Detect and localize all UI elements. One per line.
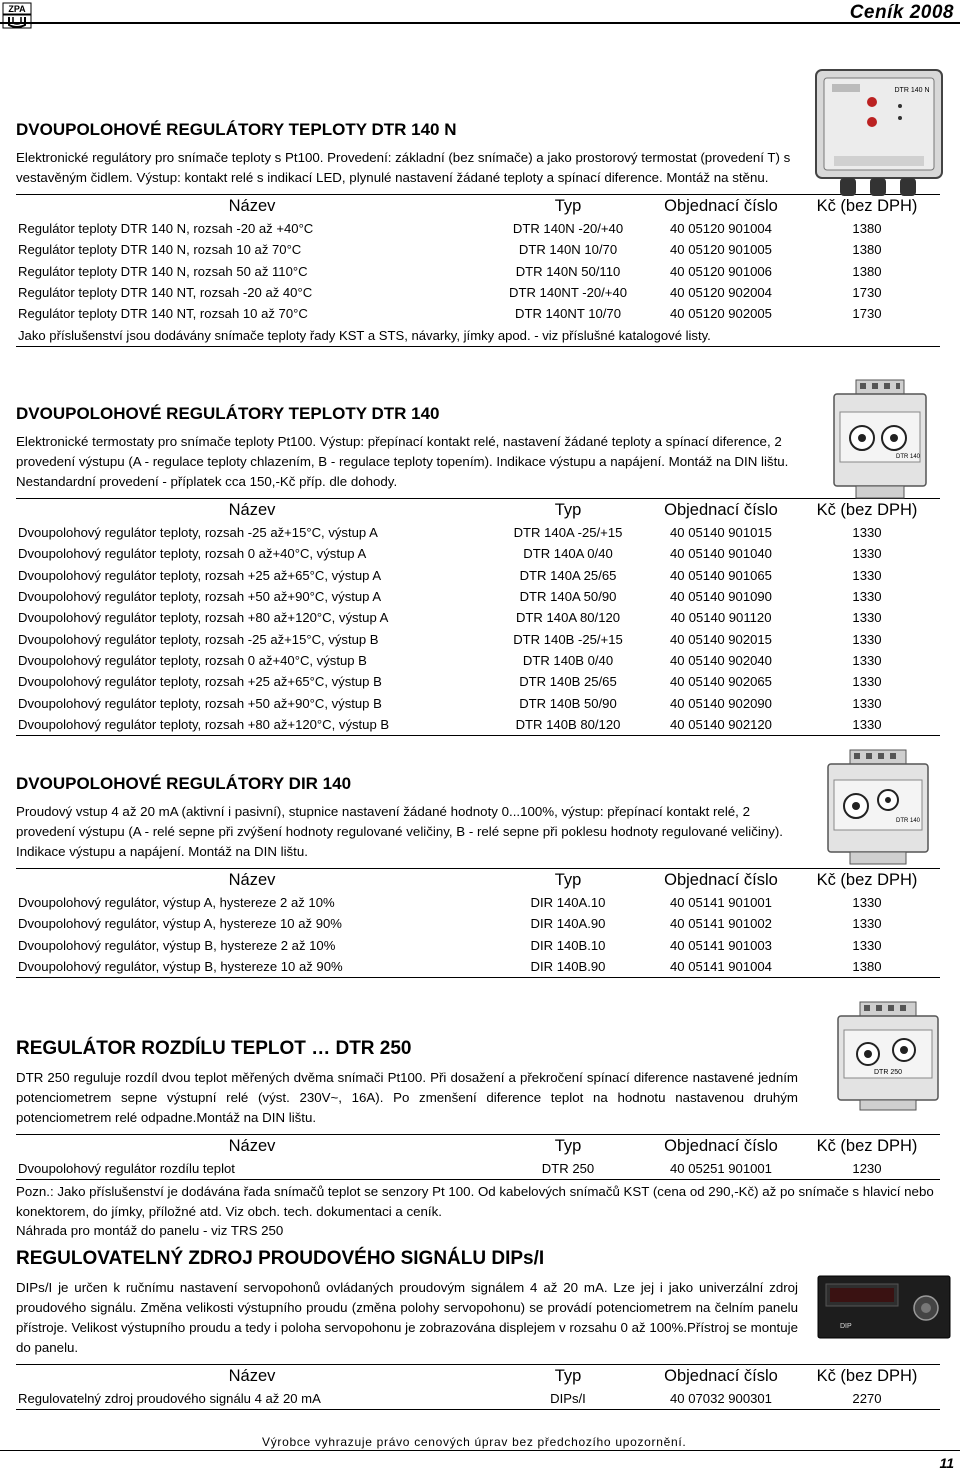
- cell-type: DTR 140NT 10/70: [514, 306, 622, 322]
- table-row: [16, 692, 940, 713]
- header-type: Typ: [488, 1135, 648, 1159]
- cell-type: DTR 140A 50/90: [519, 589, 617, 605]
- dips-photo: [816, 1274, 952, 1345]
- footer-notice: Výrobce vyhrazuje právo cenových úprav bez předchozího upozornění.: [262, 1435, 687, 1449]
- table-row: [16, 303, 940, 324]
- cell-name: Dvoupolohový regulátor, výstup A, hystereze 10 až 90%: [18, 916, 342, 932]
- footer-rule: [0, 1450, 960, 1451]
- dtr140-photo: [826, 378, 934, 505]
- cell-order: 40 05120 901004: [670, 221, 772, 237]
- cell-price: 1230: [794, 1158, 940, 1180]
- table-row: [16, 218, 940, 239]
- cell-type: DIR 140B.90: [488, 956, 648, 978]
- header-price: Kč (bez DPH): [794, 499, 940, 523]
- cell-price: 1380: [794, 956, 940, 978]
- section-dtr140: [16, 404, 940, 736]
- header-order: Objednací číslo: [648, 1135, 794, 1159]
- photo-label: DIP: [840, 1323, 852, 1330]
- header-type: Typ: [488, 869, 648, 893]
- cell-type: DTR 140N 10/70: [518, 242, 618, 258]
- cell-type: DTR 140N -20/+40: [512, 221, 624, 237]
- cell-order: 40 05140 902120: [648, 714, 794, 736]
- cell-type: DTR 140A 80/120: [515, 610, 621, 626]
- header-price: Kč (bez DPH): [794, 1365, 940, 1389]
- cell-type: DTR 140N 50/110: [515, 263, 621, 279]
- cell-order: 40 05140 901090: [670, 589, 772, 605]
- section-title: DVOUPOLOHOVÉ REGULÁTORY DIR 140: [16, 774, 352, 793]
- header-order: Objednací číslo: [648, 195, 794, 219]
- header-order: Objednací číslo: [648, 1365, 794, 1389]
- section-description: Elektronické termostaty pro snímače teploty Pt100. Výstup: přepínací kontakt relé, nastavení žádané teploty a spínací diference, 2 provedení výstupu (A - regulace teploty chlazením, B - regulace teploty topením). Indikace výstupu a napájení. Montáž na DIN lištu. Nestandardní provedení - příplatek cca 150,-Kč příp. dle dohody.: [16, 434, 789, 489]
- cell-price: 1330: [852, 589, 882, 605]
- table-row: [16, 671, 940, 692]
- section-description: DTR 250 reguluje rozdíl dvou teplot měřených dvěma snímači Pt100. Při dosažení a překročení spínací diference nastavené jedním potenciometrem sepne výstupní relé (výst. 230V~, 16A). Po zmenšení diference teplot na hodnotu nastavenou druhým potenciometrem relé odpadne.Montáž na DIN lištu.: [16, 1070, 798, 1125]
- cell-type: DIR 140B.10: [530, 937, 606, 953]
- cell-name: Dvoupolohový regulátor, výstup B, hystereze 10 až 90%: [16, 956, 488, 978]
- photo-label: DTR 140: [895, 818, 921, 824]
- photo-label: DTR 140 N: [894, 87, 930, 94]
- cell-name: Dvoupolohový regulátor, výstup A, hystereze 2 až 10%: [18, 895, 335, 911]
- cell-type: DTR 140A 0/40: [523, 546, 613, 562]
- cell-type: DIPs/I: [488, 1388, 648, 1410]
- page-number: 11: [939, 1455, 954, 1471]
- cell-type: DTR 140A -25/+15: [513, 525, 623, 541]
- section-note: Náhrada pro montáž do panelu - viz TRS 250: [16, 1223, 284, 1239]
- table-row: [16, 261, 940, 282]
- table-row: [16, 282, 940, 303]
- dir140-photo: [822, 748, 934, 871]
- header-name: Název: [16, 1135, 488, 1159]
- cell-order: 40 05140 902090: [670, 695, 772, 711]
- cell-name: Regulátor teploty DTR 140 N, rozsah -20 až +40°C: [18, 221, 314, 237]
- table-row: [16, 607, 940, 628]
- price-table: [16, 498, 940, 736]
- price-table: [16, 194, 940, 347]
- cell-order: 40 07032 900301: [648, 1388, 794, 1410]
- cell-name: Dvoupolohový regulátor teploty, rozsah -25 až+15°C, výstup A: [18, 525, 378, 541]
- logo-text: ZPA: [8, 4, 26, 14]
- cell-order: 40 05141 901002: [670, 916, 772, 932]
- section-title: REGULOVATELNÝ ZDROJ PROUDOVÉHO SIGNÁLU DIPs/I: [16, 1248, 545, 1269]
- table-header-row: [16, 195, 940, 219]
- section-description: DIPs/I je určen k ručnímu nastavení servopohonů ovládaných proudovým signálem 4 až 20 mA. Lze jej i jako univerzální zdroj proudového signálu. Změna velikosti výstupního proudu (změna polohy servopohonu) se provádí potenciometrem na čelním panelu přístroje. Velikost výstupního proudu a tedy i poloha servopohonu je zobrazována displejem v rozsahu 0 až 100%.Přístroj se montuje do panelu.: [16, 1280, 798, 1355]
- cell-price: 2270: [794, 1388, 940, 1410]
- section-dtr140n: [16, 120, 940, 347]
- cell-price: 1330: [794, 714, 940, 736]
- cell-order: 40 05120 902005: [670, 306, 772, 322]
- cell-price: 1380: [852, 263, 882, 279]
- cell-name: Dvoupolohový regulátor teploty, rozsah +50 až+90°C, výstup B: [18, 695, 382, 711]
- header-price: Kč (bez DPH): [794, 195, 940, 219]
- table-header-row: [16, 869, 940, 893]
- table-row: [16, 714, 940, 736]
- photo-label: DTR 140: [895, 454, 921, 460]
- header-type: Typ: [488, 1365, 648, 1389]
- price-table: [16, 1134, 940, 1180]
- table-header-row: [16, 1365, 940, 1389]
- cell-order: 40 05140 901120: [670, 610, 772, 626]
- cell-price: 1330: [852, 631, 882, 647]
- cell-price: 1330: [852, 895, 882, 911]
- cell-price: 1330: [852, 546, 882, 562]
- cell-price: 1380: [852, 221, 882, 237]
- cell-price: 1330: [852, 610, 882, 626]
- cell-order: 40 05141 901001: [670, 895, 772, 911]
- cell-type: DTR 140B 25/65: [519, 674, 617, 690]
- table-header-row: [16, 1135, 940, 1159]
- cell-price: 1330: [852, 937, 882, 953]
- cell-name: Dvoupolohový regulátor, výstup B, hystereze 2 až 10%: [18, 937, 336, 953]
- table-row: [16, 650, 940, 671]
- cell-type: DIR 140A.90: [530, 916, 606, 932]
- table-header-row: [16, 499, 940, 523]
- dtr140n-photo: [812, 66, 946, 205]
- cell-order: 40 05140 901015: [670, 525, 772, 541]
- cell-price: 1730: [852, 306, 882, 322]
- section-description: Elektronické regulátory pro snímače teploty s Pt100. Provedení: základní (bez snímače) a jako prostorový termostat (provedení T) s vestavěným čidlem. Výstup: kontakt relé s indikací LED, plynulé nastavení žádané teploty a spínací diference. Montáž na stěnu.: [16, 150, 791, 185]
- cell-order: 40 05140 902040: [670, 652, 772, 668]
- header-name: Název: [16, 499, 488, 523]
- price-table: [16, 1364, 940, 1410]
- photo-label: DTR 250: [873, 1069, 903, 1076]
- cell-name: Regulovatelný zdroj proudového signálu 4 až 20 mA: [16, 1388, 488, 1410]
- cell-order: 40 05140 901065: [670, 567, 772, 583]
- header-type: Typ: [488, 195, 648, 219]
- cell-type: DTR 140B 50/90: [519, 695, 617, 711]
- cell-order: 40 05140 902015: [670, 631, 772, 647]
- header-order: Objednací číslo: [648, 499, 794, 523]
- cell-type: DTR 140B 80/120: [488, 714, 648, 736]
- cell-type: DIR 140A.10: [530, 895, 606, 911]
- page-title: Ceník 2008: [849, 2, 954, 23]
- header-name: Název: [16, 1365, 488, 1389]
- header-order: Objednací číslo: [648, 869, 794, 893]
- table-row: [16, 565, 940, 586]
- header-name: Název: [16, 195, 488, 219]
- cell-type: DTR 140A 25/65: [519, 567, 617, 583]
- cell-type: DTR 140NT -20/+40: [508, 285, 628, 301]
- table-row: [16, 956, 940, 978]
- table-row: [16, 543, 940, 564]
- cell-order: 40 05120 901005: [670, 242, 772, 258]
- header-type: Typ: [488, 499, 648, 523]
- table-row: [16, 628, 940, 649]
- cell-type: DTR 250: [488, 1158, 648, 1180]
- cell-price: 1330: [852, 674, 882, 690]
- header-price: Kč (bez DPH): [794, 869, 940, 893]
- section-description: Proudový vstup 4 až 20 mA (aktivní i pasivní), stupnice nastavení žádané hodnoty 0...100%, výstup: přepínací kontakt relé, 2 provedení výstupu (A - relé sepne při zvýšení hodnoty regulované veličiny, B - relé sepne při poklesu hodnoty regulované veličiny). Indikace výstupu a napájení. Montáž na DIN lištu.: [16, 804, 783, 859]
- cell-name: Regulátor teploty DTR 140 N, rozsah 10 až 70°C: [18, 242, 302, 258]
- table-note: Jako příslušenství jsou dodávány snímače teploty řady KST a STS, návarky, jímky apod. - viz příslušné katalogové listy.: [16, 324, 940, 346]
- table-row: [16, 1158, 940, 1180]
- cell-order: 40 05140 902065: [670, 674, 772, 690]
- table-row: [16, 239, 940, 260]
- zpa-logo: [2, 2, 32, 30]
- table-note-row: [16, 324, 940, 346]
- cell-name: Dvoupolohový regulátor teploty, rozsah +80 až+120°C, výstup A: [18, 610, 389, 626]
- cell-price: 1330: [852, 567, 882, 583]
- cell-name: Dvoupolohový regulátor teploty, rozsah +80 až+120°C, výstup B: [16, 714, 488, 736]
- cell-order: 40 05251 901001: [648, 1158, 794, 1180]
- section-title: REGULÁTOR ROZDÍLU TEPLOT … DTR 250: [16, 1038, 412, 1059]
- header-price: Kč (bez DPH): [794, 1135, 940, 1159]
- cell-order: 40 05141 901004: [648, 956, 794, 978]
- section-title: DVOUPOLOHOVÉ REGULÁTORY TEPLOTY DTR 140 N: [16, 120, 457, 139]
- price-table: [16, 868, 940, 978]
- cell-name: Dvoupolohový regulátor teploty, rozsah +25 až+65°C, výstup B: [18, 674, 382, 690]
- section-dir140: [16, 774, 940, 978]
- cell-price: 1330: [852, 916, 882, 932]
- table-row: [16, 913, 940, 934]
- cell-name: Dvoupolohový regulátor teploty, rozsah 0 až+40°C, výstup B: [18, 652, 367, 668]
- cell-price: 1380: [852, 242, 882, 258]
- cell-name: Dvoupolohový regulátor teploty, rozsah +25 až+65°C, výstup A: [18, 567, 382, 583]
- cell-price: 1730: [852, 285, 882, 301]
- table-row: [16, 935, 940, 956]
- cell-name: Regulátor teploty DTR 140 NT, rozsah -20 až 40°C: [18, 285, 313, 301]
- cell-name: Dvoupolohový regulátor rozdílu teplot: [16, 1158, 488, 1180]
- cell-type: DTR 140B -25/+15: [513, 631, 623, 647]
- cell-order: 40 05120 901006: [670, 263, 772, 279]
- cell-price: 1330: [852, 525, 882, 541]
- dtr250-photo: [832, 1000, 944, 1117]
- table-row: [16, 892, 940, 913]
- header-name: Název: [16, 869, 488, 893]
- table-row: [16, 1388, 940, 1410]
- cell-order: 40 05120 902004: [670, 285, 772, 301]
- header-rule: [0, 22, 960, 24]
- cell-name: Regulátor teploty DTR 140 N, rozsah 50 až 110°C: [18, 263, 308, 279]
- section-dips: [16, 1248, 940, 1410]
- cell-name: Dvoupolohový regulátor teploty, rozsah -25 až+15°C, výstup B: [18, 631, 379, 647]
- cell-name: Dvoupolohový regulátor teploty, rozsah +50 až+90°C, výstup A: [18, 589, 382, 605]
- section-note: Pozn.: Jako příslušenství je dodávána řada snímačů teplot se senzory Pt 100. Od kabelových snímačů KST (cena od 290,-Kč) až po snímače s hlavicí nebo konektorem, do jímky, příložné atd. Viz obch. tech. dokumentaci a ceník.: [16, 1184, 934, 1219]
- section-title: DVOUPOLOHOVÉ REGULÁTORY TEPLOTY DTR 140: [16, 404, 440, 423]
- cell-order: 40 05141 901003: [670, 937, 772, 953]
- table-row: [16, 586, 940, 607]
- cell-name: Dvoupolohový regulátor teploty, rozsah 0 až+40°C, výstup A: [18, 546, 367, 562]
- cell-price: 1330: [852, 695, 882, 711]
- table-row: [16, 522, 940, 543]
- section-dtr250: [16, 1038, 940, 1241]
- cell-price: 1330: [852, 652, 882, 668]
- cell-order: 40 05140 901040: [670, 546, 772, 562]
- cell-type: DTR 140B 0/40: [522, 652, 614, 668]
- cell-name: Regulátor teploty DTR 140 NT, rozsah 10 až 70°C: [18, 306, 308, 322]
